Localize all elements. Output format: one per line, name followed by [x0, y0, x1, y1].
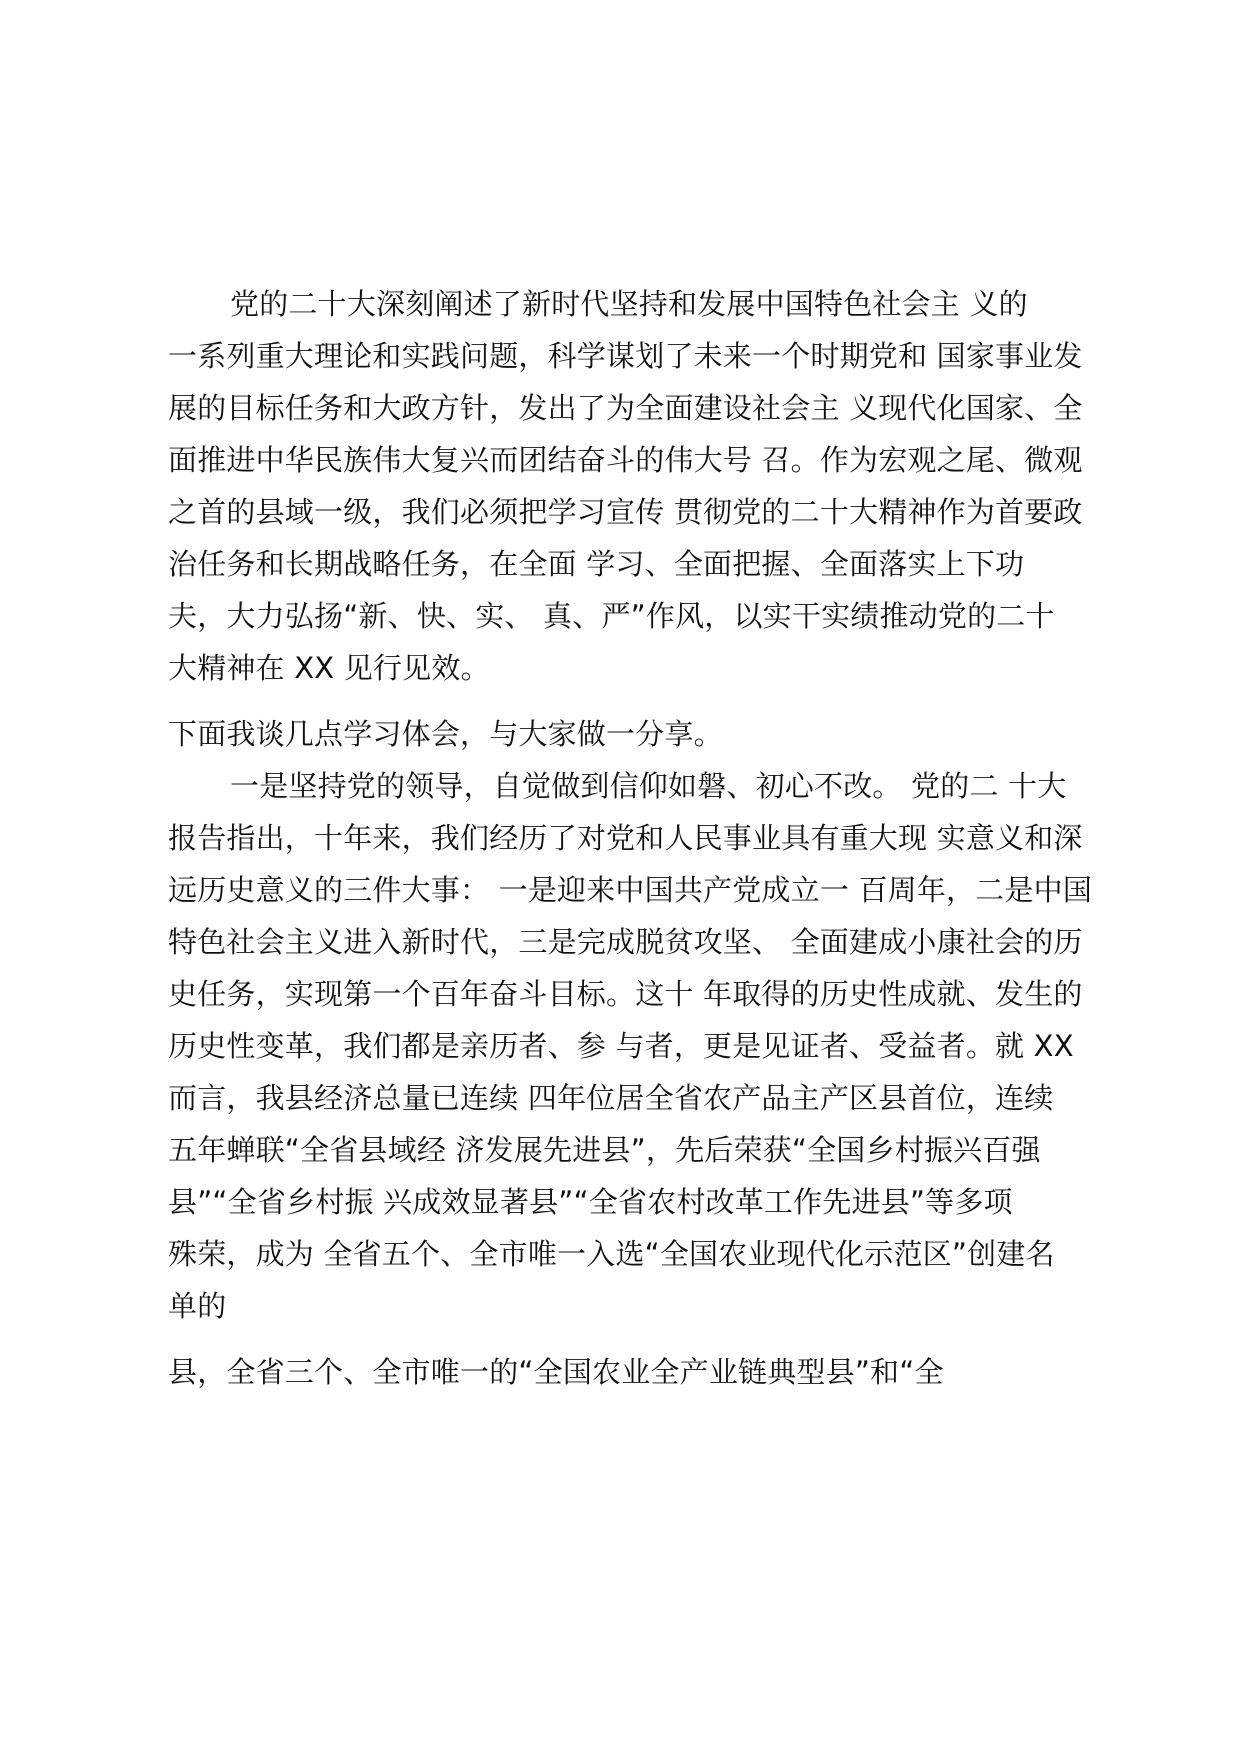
- paragraph-3-line-1: 一是坚持党的领导，自觉做到信仰如磐、初心不改。 党的二 十大: [230, 769, 1067, 803]
- paragraph-3-line-7: 而言，我县经济总量已连续 四年位居全省农产品主产区县首位，连续: [168, 1081, 1054, 1115]
- body-text: [168, 278, 1098, 1398]
- paragraph-1-line-2: 一系列重大理论和实践问题，科学谋划了未来一个时期党和 国家事业发: [168, 339, 1083, 373]
- paragraph-2-line-1: 下面我谈几点学习体会，与大家做一分享。: [168, 717, 723, 751]
- paragraph-1-line-5: 之首的县域一级，我们必须把学习宣传 贯彻党的二十大精神作为首要政: [168, 495, 1083, 529]
- paragraph-1-line-3: 展的目标任务和大政方针，发出了为全面建设社会主 义现代化国家、全: [168, 391, 1083, 425]
- paragraph-3-line-2: 报告指出，十年来，我们经历了对党和人民事业具有重大现 实意义和深: [168, 821, 1083, 855]
- paragraph-3-line-5: 史任务，实现第一个百年奋斗目标。这十 年取得的历史性成就、发生的: [168, 977, 1083, 1011]
- paragraph-1-line-1: 党的二十大深刻阐述了新时代坚持和发展中国特色社会主 义的: [230, 287, 1028, 321]
- paragraph-1-line-8: 大精神在 XX 见行见效。: [168, 651, 490, 685]
- paragraph-4-line-1: 县，全省三个、全市唯一的“全国农业全产业链典型县”和“全: [168, 1355, 944, 1389]
- paragraph-1-line-7: 夫，大力弘扬“新、快、实、 真、严”作风，以实干实绩推动党的二十: [168, 599, 1055, 633]
- paragraph-3-line-9: 县”“全省乡村振 兴成效显著县”“全省农村改革工作先进县”等多项: [168, 1185, 1013, 1219]
- paragraph-3-line-8: 五年蝉联“全省县域经 济发展先进县”，先后荣获“全国乡村振兴百强: [168, 1133, 1041, 1167]
- paragraph-1-line-4: 面推进中华民族伟大复兴而团结奋斗的伟大号 召。作为宏观之尾、微观: [168, 443, 1083, 477]
- paragraph-3-line-10: 殊荣，成为 全省五个、全市唯一入选“全国农业现代化示范区”创建名: [168, 1237, 1055, 1271]
- paragraph-3-line-11: 单的: [168, 1289, 227, 1323]
- paragraph-3-line-4: 特色社会主义进入新时代，三是完成脱贫攻坚、 全面建成小康社会的历: [168, 925, 1083, 959]
- paragraph-1-line-6: 治任务和长期战略任务，在全面 学习、全面把握、全面落实上下功: [168, 547, 1025, 581]
- paragraph-3-line-6: 历史性变革，我们都是亲历者、参 与者，更是见证者、受益者。就 XX: [168, 1029, 1074, 1063]
- paragraph-3-line-3: 远历史意义的三件大事： 一是迎来中国共产党成立一 百周年，二是中国: [168, 873, 1093, 907]
